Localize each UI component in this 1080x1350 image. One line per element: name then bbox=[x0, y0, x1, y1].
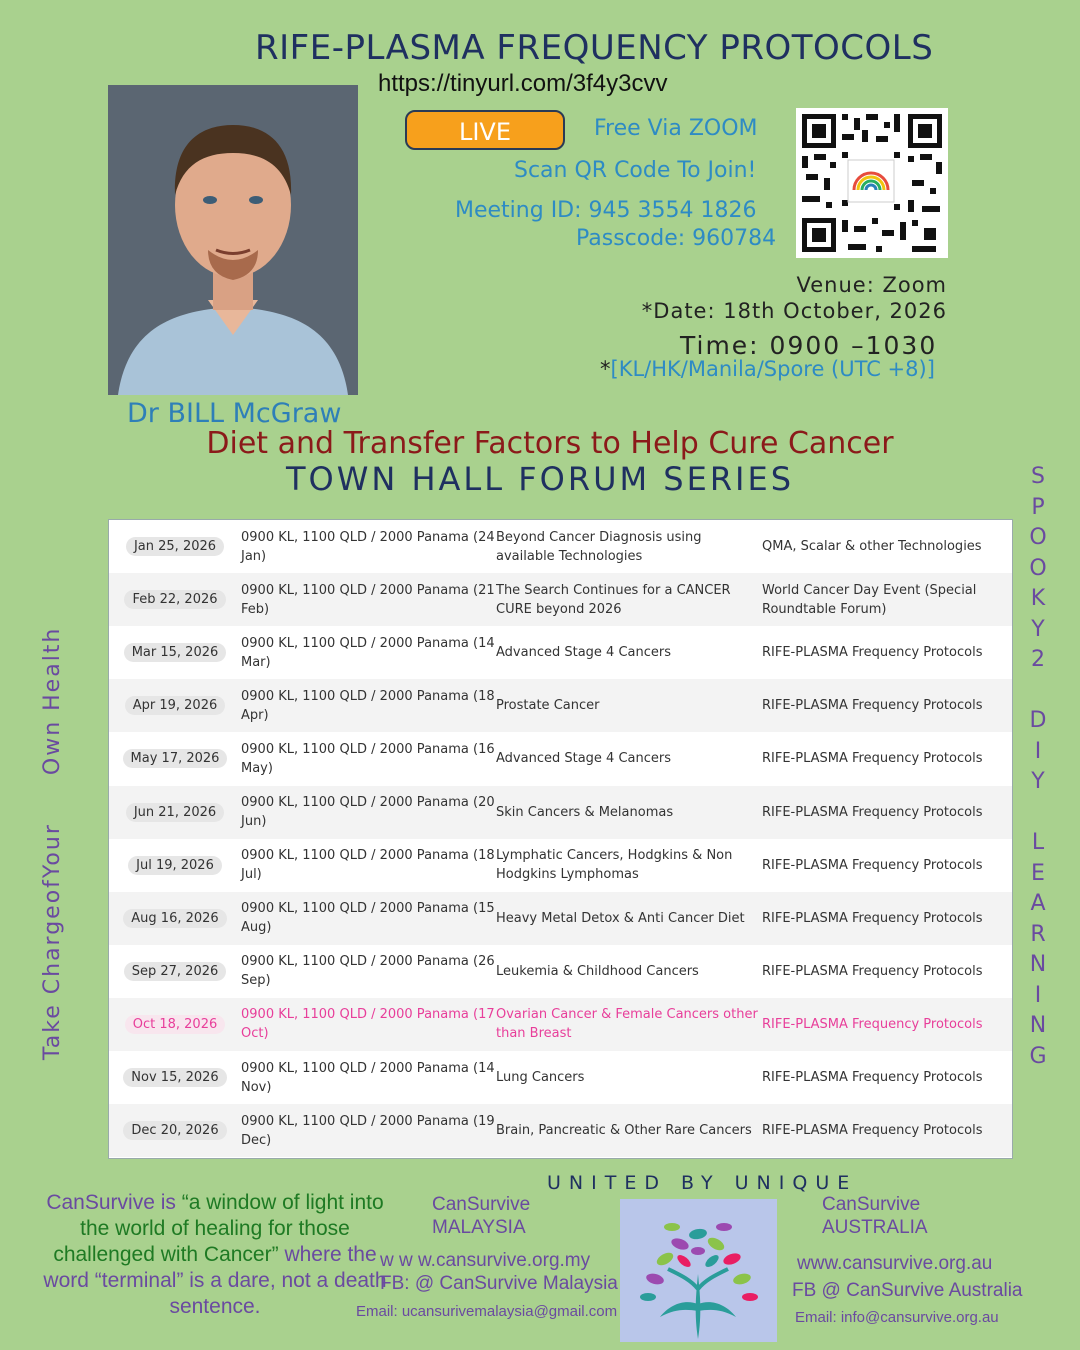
row-time: 0900 KL, 1100 QLD / 2000 Panama (14 Mar) bbox=[241, 635, 495, 670]
row-date-cell bbox=[109, 643, 241, 662]
row-date: Feb 22, 2026 bbox=[124, 590, 225, 609]
row-track: RIFE-PLASMA Frequency Protocols bbox=[762, 910, 983, 926]
quote-part-b: “a window of light into the world of healing for those challenged with Cancer” bbox=[53, 1191, 384, 1266]
table-row bbox=[109, 998, 1012, 1051]
australia-name: CanSurvive AUSTRALIA bbox=[822, 1194, 928, 1238]
table-row bbox=[109, 679, 1012, 732]
row-track: RIFE-PLASMA Frequency Protocols bbox=[762, 963, 983, 979]
row-date-cell bbox=[109, 590, 241, 609]
row-date: May 17, 2026 bbox=[123, 749, 228, 768]
table-row bbox=[109, 839, 1012, 892]
side-letter: 2 bbox=[1031, 647, 1045, 672]
scan-qr-text: Scan QR Code To Join! bbox=[514, 158, 757, 183]
row-date: Jan 25, 2026 bbox=[126, 537, 224, 556]
row-date-cell bbox=[109, 1121, 241, 1140]
row-track: RIFE-PLASMA Frequency Protocols bbox=[762, 1123, 983, 1139]
row-topic: Advanced Stage 4 Cancers bbox=[496, 751, 671, 767]
row-time: 0900 KL, 1100 QLD / 2000 Panama (18 Jul) bbox=[241, 848, 495, 883]
row-topic: Lung Cancers bbox=[496, 1070, 585, 1085]
row-topic: Prostate Cancer bbox=[496, 698, 600, 714]
session-topic: Diet and Transfer Factors to Help Cure Cancer bbox=[206, 426, 894, 461]
side-letter: N bbox=[1029, 952, 1047, 977]
row-track: World Cancer Day Event (Special Roundtable Forum) bbox=[762, 582, 977, 617]
timezone-asterisk: * bbox=[600, 357, 611, 381]
australia-email[interactable]: Email: info@cansurvive.org.au bbox=[795, 1309, 999, 1326]
row-track: QMA, Scalar & other Technologies bbox=[762, 539, 982, 554]
row-topic: Advanced Stage 4 Cancers bbox=[496, 645, 671, 661]
row-time: 0900 KL, 1100 QLD / 2000 Panama (19 Dec) bbox=[241, 1113, 495, 1148]
row-topic: Beyond Cancer Diagnosis using available Technologies bbox=[496, 529, 702, 564]
side-letter: L bbox=[1031, 830, 1045, 855]
qr-code[interactable] bbox=[796, 108, 948, 258]
row-topic: Skin Cancers & Melanomas bbox=[496, 804, 674, 820]
side-left-part1: Take ChargeofYour bbox=[40, 823, 65, 1060]
side-letter: D bbox=[1029, 708, 1047, 733]
row-date-cell bbox=[109, 696, 241, 715]
row-time: 0900 KL, 1100 QLD / 2000 Panama (20 Jun) bbox=[241, 795, 495, 829]
quote-part-a: CanSurvive is bbox=[46, 1191, 182, 1214]
row-track: RIFE-PLASMA Frequency Protocols bbox=[762, 751, 983, 767]
side-tagline-left bbox=[40, 627, 65, 1060]
row-track: RIFE-PLASMA Frequency Protocols bbox=[762, 1070, 983, 1085]
row-topic: The Search Continues for a CANCER CURE beyond 2026 bbox=[496, 582, 731, 617]
table-row bbox=[109, 732, 1012, 785]
row-date-cell bbox=[109, 909, 241, 928]
row-date-cell bbox=[109, 1015, 241, 1034]
table-row bbox=[109, 1104, 1012, 1157]
row-date: Jul 19, 2026 bbox=[128, 856, 222, 875]
united-tagline: UNITED BY UNIQUE bbox=[547, 1172, 858, 1194]
row-time: 0900 KL, 1100 QLD / 2000 Panama (21 Feb) bbox=[241, 582, 495, 617]
row-topic: Leukemia & Childhood Cancers bbox=[496, 963, 699, 979]
side-tagline-right bbox=[1026, 462, 1050, 1072]
side-letter: A bbox=[1030, 891, 1046, 916]
side-letter bbox=[1026, 798, 1050, 829]
row-time: 0900 KL, 1100 QLD / 2000 Panama (15 Aug) bbox=[241, 901, 495, 936]
row-time: 0900 KL, 1100 QLD / 2000 Panama (24 Jan) bbox=[241, 529, 495, 564]
series-title: TOWN HALL FORUM SERIES bbox=[285, 460, 795, 498]
malaysia-website[interactable]: w w w.cansurvive.org.my bbox=[380, 1250, 591, 1271]
event-url[interactable]: https://tinyurl.com/3f4y3cvv bbox=[378, 70, 668, 97]
timezone bbox=[600, 357, 935, 381]
table-row bbox=[109, 520, 1012, 573]
side-letter: Y bbox=[1031, 769, 1045, 794]
row-track: RIFE-PLASMA Frequency Protocols bbox=[762, 857, 983, 873]
row-date-cell bbox=[109, 803, 241, 822]
venue: Venue: Zoom bbox=[796, 273, 947, 297]
row-time: 0900 KL, 1100 QLD / 2000 Panama (26 Sep) bbox=[241, 954, 495, 989]
cansurvive-tree-logo bbox=[620, 1199, 777, 1342]
side-letter: I bbox=[1034, 982, 1042, 1008]
row-date-cell bbox=[109, 537, 241, 556]
speaker-photo bbox=[108, 85, 358, 395]
side-letter: E bbox=[1031, 860, 1045, 886]
row-date: Apr 19, 2026 bbox=[125, 696, 226, 715]
row-date: Dec 20, 2026 bbox=[123, 1121, 226, 1140]
australia-facebook[interactable]: FB @ CanSurvive Australia bbox=[792, 1280, 1023, 1301]
row-date: Aug 16, 2026 bbox=[123, 909, 226, 928]
side-letter bbox=[1026, 676, 1050, 707]
row-time: 0900 KL, 1100 QLD / 2000 Panama (14 Nov) bbox=[241, 1060, 495, 1095]
row-topic: Lymphatic Cancers, Hodgkins & Non Hodgkins Lymphomas bbox=[496, 848, 733, 883]
table-row bbox=[109, 945, 1012, 998]
row-track: RIFE-PLASMA Frequency Protocols bbox=[762, 1016, 983, 1032]
row-track: RIFE-PLASMA Frequency Protocols bbox=[762, 804, 983, 820]
side-letter: G bbox=[1029, 1043, 1047, 1069]
row-date-cell bbox=[109, 749, 241, 768]
mission-quote bbox=[40, 1190, 390, 1320]
australia-website[interactable]: www.cansurvive.org.au bbox=[797, 1253, 993, 1274]
side-letter: S bbox=[1031, 464, 1045, 489]
side-letter: R bbox=[1030, 921, 1046, 947]
side-letter: P bbox=[1031, 494, 1045, 520]
live-badge: LIVE bbox=[405, 110, 565, 150]
row-time: 0900 KL, 1100 QLD / 2000 Panama (18 Apr) bbox=[241, 688, 495, 723]
row-date: Nov 15, 2026 bbox=[123, 1068, 226, 1087]
side-letter: K bbox=[1030, 586, 1046, 611]
schedule-table bbox=[108, 519, 1013, 1159]
row-time: 0900 KL, 1100 QLD / 2000 Panama (17 Oct) bbox=[241, 1007, 495, 1042]
row-track: RIFE-PLASMA Frequency Protocols bbox=[762, 645, 983, 661]
malaysia-email[interactable]: Email: ucansurivemalaysia@gmail.com bbox=[356, 1303, 618, 1320]
row-date-cell bbox=[109, 1068, 241, 1087]
row-date: Sep 27, 2026 bbox=[124, 962, 227, 981]
event-date: *Date: 18th October, 2026 bbox=[641, 299, 947, 323]
meeting-id: Meeting ID: 945 3554 1826 bbox=[455, 198, 757, 223]
row-topic: Heavy Metal Detox & Anti Cancer Diet bbox=[496, 910, 745, 926]
row-time: 0900 KL, 1100 QLD / 2000 Panama (16 May) bbox=[241, 741, 495, 776]
table-row bbox=[109, 573, 1012, 626]
side-letter: Y bbox=[1031, 616, 1045, 642]
row-date: Oct 18, 2026 bbox=[125, 1015, 226, 1034]
malaysia-name: CanSurvive MALAYSIA bbox=[432, 1194, 531, 1238]
page-title: RIFE-PLASMA FREQUENCY PROTOCOLS bbox=[255, 28, 934, 68]
speaker-name: Dr BILL McGraw bbox=[127, 398, 342, 429]
free-via-zoom: Free Via ZOOM bbox=[594, 116, 758, 141]
side-letter: O bbox=[1029, 525, 1047, 550]
timezone-label: [KL/HK/Manila/Spore (UTC +8)] bbox=[610, 357, 935, 381]
row-date-cell bbox=[109, 962, 241, 981]
side-letter: N bbox=[1029, 1013, 1047, 1038]
side-letter: O bbox=[1029, 555, 1047, 581]
row-topic: Ovarian Cancer & Female Cancers other than Breast bbox=[496, 1007, 758, 1042]
row-date: Mar 15, 2026 bbox=[124, 643, 227, 662]
passcode: Passcode: 960784 bbox=[576, 226, 777, 251]
event-time: Time: 0900 –1030 bbox=[680, 331, 938, 360]
side-left-part2: Own Health bbox=[40, 626, 65, 776]
row-date: Jun 21, 2026 bbox=[126, 803, 224, 822]
side-letter: I bbox=[1034, 738, 1042, 764]
row-topic: Brain, Pancreatic & Other Rare Cancers bbox=[496, 1123, 752, 1139]
row-date-cell bbox=[109, 856, 241, 875]
quote-part-c: where the word “terminal” is a dare, not a death sentence. bbox=[43, 1243, 387, 1318]
row-track: RIFE-PLASMA Frequency Protocols bbox=[762, 698, 983, 714]
table-row bbox=[109, 786, 1012, 839]
table-row bbox=[109, 1051, 1012, 1104]
table-row bbox=[109, 892, 1012, 945]
malaysia-facebook[interactable]: FB: @ CanSurvive Malaysia bbox=[380, 1273, 618, 1294]
table-row bbox=[109, 626, 1012, 679]
